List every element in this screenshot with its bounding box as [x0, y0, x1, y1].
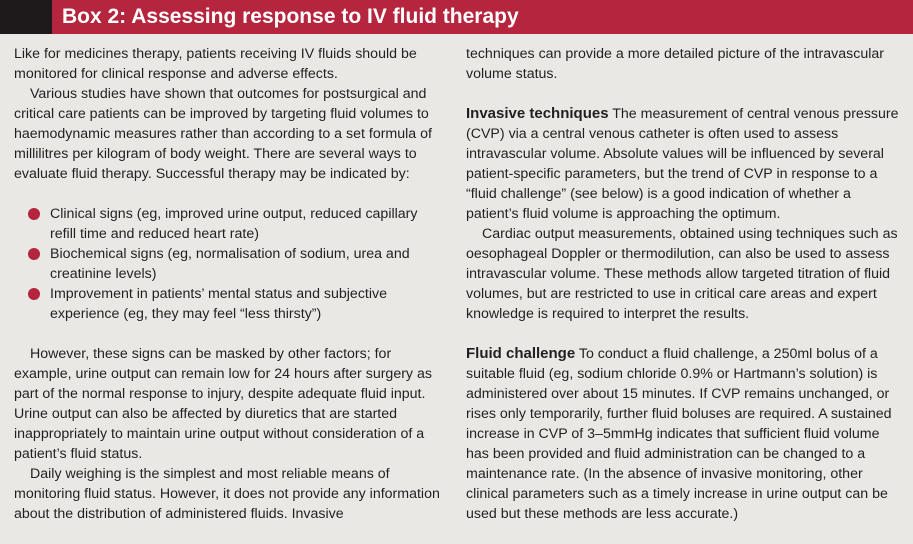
fluid-challenge-heading: Fluid challenge [466, 345, 576, 362]
bullet-dot-icon [28, 208, 40, 220]
list-item [14, 244, 442, 284]
invasive-text: The measurement of central venous pressure (CVP) via a central venous catheter is often used to assess intravascular volume. Absolute values will be influenced by several patient-specific parameters, but the trend of CVP in response to a “fluid challenge” (see below) is a good indication of whether a patient’s fluid volume is approaching the optimum. [466, 106, 899, 222]
spacer [14, 184, 442, 204]
fluid-challenge-text: To conduct a fluid challenge, a 250ml bolus of a suitable fluid (eg, sodium chloride 0.9% or Hartmann’s solution) is administered over about 15 minutes. If CVP remains unchanged, or rises only temporarily, further fluid boluses are required. A sustained increase in CVP of 3–5mmHg indicates that sufficient fluid volume has been provided and fluid administration can be changed to a maintenance rate. (In the absence of invasive monitoring, other clinical parameters such as a timely increase in urine output can be used but these methods are less accurate.) [466, 346, 892, 522]
header-tab-block [0, 0, 52, 34]
list-item-text: Biochemical signs (eg, normalisation of sodium, urea and creatinine levels) [50, 246, 410, 282]
list-item-text: Clinical signs (eg, improved urine output, reduced capillary refill time and reduced heart rate) [50, 206, 418, 242]
spacer [14, 324, 442, 344]
invasive-paragraph [466, 104, 902, 224]
list-item-text: Improvement in patients’ mental status and subjective experience (eg, they may feel “less thirsty”) [50, 286, 387, 322]
signs-list [14, 204, 442, 324]
box-body [0, 34, 913, 544]
box-title: Box 2: Assessing response to IV fluid therapy [62, 5, 519, 28]
fluid-challenge-paragraph [466, 344, 902, 524]
bullet-dot-icon [28, 248, 40, 260]
left-column [14, 44, 442, 524]
daily-weighing-paragraph: Daily weighing is the simplest and most reliable means of monitoring fluid status. However, it does not provide any information about the distribution of administered fluids. Invasive [14, 466, 440, 522]
bullet-dot-icon [28, 288, 40, 300]
cardiac-output-paragraph: Cardiac output measurements, obtained using techniques such as oesophageal Doppler or thermodilution, can also be used to assess intravascular volume. These methods allow targeted titration of fluid volumes, but are restricted to use in critical care areas and expert knowledge is required to interpret the results. [466, 226, 898, 322]
intro-paragraph: Like for medicines therapy, patients receiving IV fluids should be monitored for clinical response and adverse effects. [14, 46, 417, 82]
spacer [466, 324, 902, 344]
list-item [14, 204, 442, 244]
studies-paragraph: Various studies have shown that outcomes for postsurgical and critical care patients can be improved by targeting fluid volumes to haemodynamic measures rather than according to a set formula of millilitres per kilogram of body weight. There are several ways to evaluate fluid therapy. Successful therapy may be indicated by: [14, 86, 432, 182]
invasive-heading: Invasive techniques [466, 105, 609, 122]
continuation-paragraph: techniques can provide a more detailed picture of the intravascular volume status. [466, 46, 884, 82]
masked-signs-paragraph: However, these signs can be masked by other factors; for example, urine output can remain low for 24 hours after surgery as part of the normal response to injury, despite adequate fluid input. Urine output can also be affected by diuretics that are started inappropriately to maintain urine output without consideration of a patient’s fluid status. [14, 346, 432, 462]
list-item [14, 284, 442, 324]
right-column [466, 44, 902, 524]
spacer [466, 84, 902, 104]
box-header [0, 0, 913, 34]
